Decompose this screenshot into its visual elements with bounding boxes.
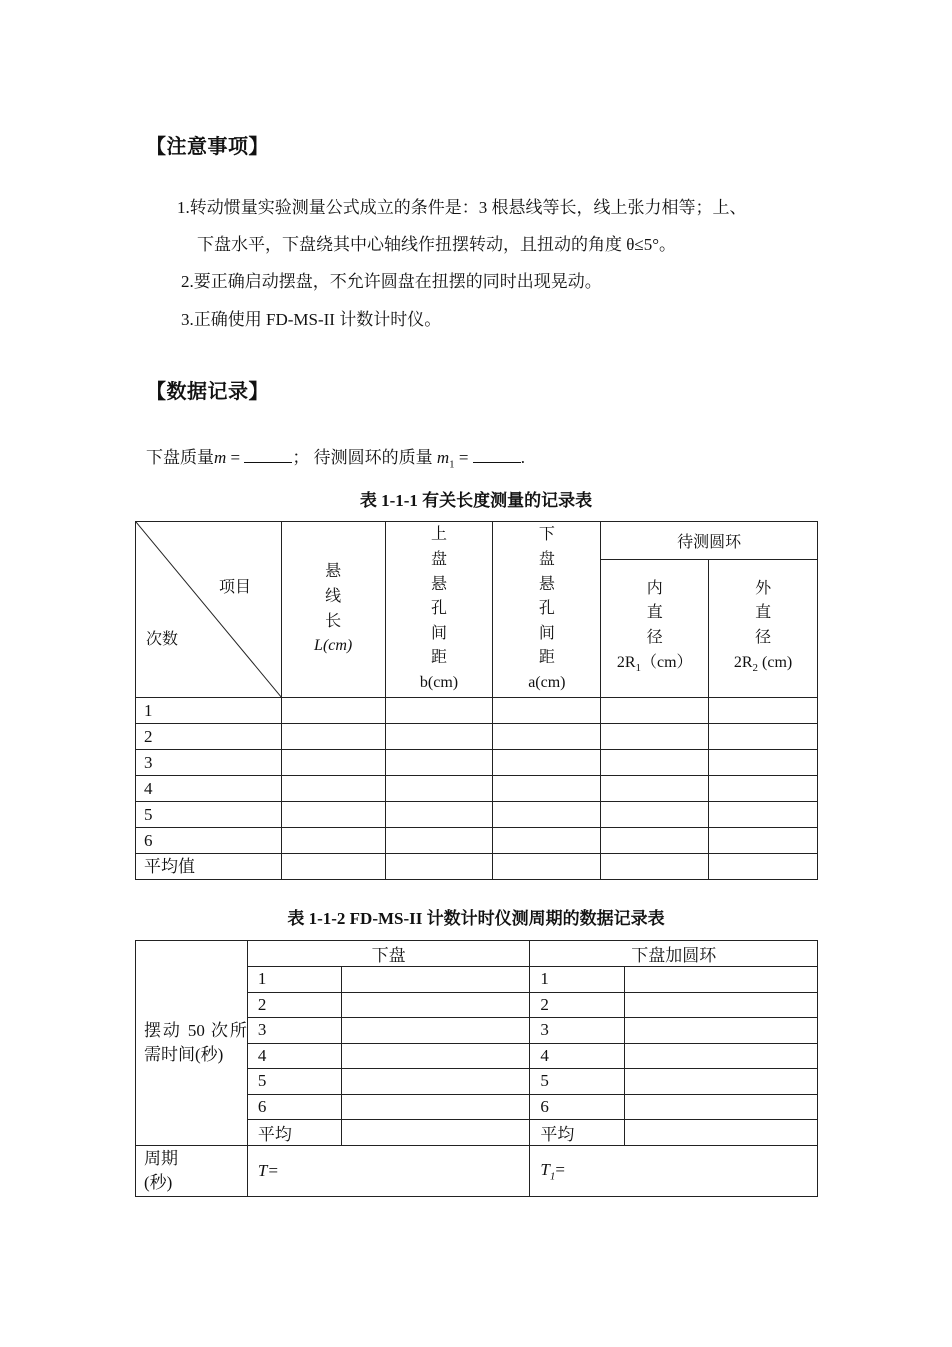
data-cell[interactable] xyxy=(625,1043,818,1069)
col-header-inner-diameter xyxy=(601,560,709,698)
row-label: 4 xyxy=(136,776,282,802)
corner-item-label: 项目 xyxy=(219,579,252,596)
note-item-1-line-1: 1.转动惯量实验测量公式成立的条件是：3 根悬线等长，线上张力相等；上、 xyxy=(177,198,747,217)
data-cell[interactable] xyxy=(709,698,818,724)
equals-sign-2: = xyxy=(454,448,473,467)
col-outer-char: 直 xyxy=(755,604,772,622)
data-cell[interactable] xyxy=(601,854,709,880)
period-T-label: T= xyxy=(257,1161,279,1180)
col-length-char: 线 xyxy=(325,587,342,605)
data-cell[interactable] xyxy=(709,828,818,854)
swing-time-label: 摆动 50 次所需时间(秒) xyxy=(136,941,248,1146)
row-label: 2 xyxy=(136,724,282,750)
note-item-1-line-2: 下盘水平，下盘绕其中心轴线作扭摆转动，且扭动的角度 θ≤5°。 xyxy=(197,235,677,254)
data-cell[interactable] xyxy=(709,750,818,776)
data-cell[interactable] xyxy=(385,750,493,776)
row-label: 1 xyxy=(247,967,341,993)
corner-count-label: 次数 xyxy=(146,631,179,648)
row-label: 5 xyxy=(530,1069,625,1095)
period-T1-equals: = xyxy=(555,1159,565,1179)
col-outer-char: 径 xyxy=(755,628,772,646)
table-row xyxy=(136,724,818,750)
data-cell[interactable] xyxy=(281,854,385,880)
table-row xyxy=(136,854,818,880)
row-label: 4 xyxy=(530,1043,625,1069)
row-label: 6 xyxy=(247,1094,341,1120)
col-upper-char: 孔 xyxy=(430,600,447,618)
data-cell[interactable] xyxy=(601,776,709,802)
data-cell[interactable] xyxy=(385,776,493,802)
table1-caption: 表 1-1-1 有关长度测量的记录表 xyxy=(359,491,593,510)
note-item-2: 2.要正确启动摆盘，不允许圆盘在扭摆的同时出现晃动。 xyxy=(181,272,602,291)
inner-unit-pre: 2R xyxy=(616,653,636,671)
row-label: 6 xyxy=(530,1094,625,1120)
row-label: 3 xyxy=(136,750,282,776)
data-cell[interactable] xyxy=(625,1069,818,1095)
period-label xyxy=(136,1146,248,1197)
data-cell[interactable] xyxy=(625,1094,818,1120)
table-row xyxy=(136,776,818,802)
row-label-average: 平均 xyxy=(247,1120,341,1146)
col-lower-char: 间 xyxy=(538,624,555,642)
data-cell[interactable] xyxy=(281,828,385,854)
col-outer-unit xyxy=(709,651,817,681)
data-cell[interactable] xyxy=(625,1018,818,1044)
col-lower-char: 距 xyxy=(538,649,555,667)
row-label: 1 xyxy=(530,967,625,993)
notes-heading: 【注意事项】 xyxy=(146,134,269,158)
col-header-upper-spacing xyxy=(385,522,493,698)
col-upper-char: 上 xyxy=(430,526,447,544)
data-cell[interactable] xyxy=(341,992,530,1018)
equals-sign: = xyxy=(226,448,245,467)
row-label: 2 xyxy=(530,992,625,1018)
col-length-unit: L(cm) xyxy=(314,637,353,655)
ring-mass-subscript: 1 xyxy=(449,458,455,471)
data-cell[interactable] xyxy=(493,724,601,750)
col-inner-char: 内 xyxy=(646,579,663,597)
data-cell[interactable] xyxy=(281,698,385,724)
data-cell[interactable] xyxy=(601,724,709,750)
outer-unit-post: (cm) xyxy=(758,653,793,671)
row-label: 3 xyxy=(530,1018,625,1044)
data-cell[interactable] xyxy=(341,1018,530,1044)
col-lower-char: 下 xyxy=(538,526,555,544)
col-upper-char: 距 xyxy=(430,649,447,667)
diagonal-line xyxy=(136,522,282,698)
col-upper-char: 间 xyxy=(430,624,447,642)
data-cell[interactable] xyxy=(385,854,493,880)
data-cell[interactable] xyxy=(281,802,385,828)
row-label: 5 xyxy=(136,802,282,828)
period-T1-symbol: T xyxy=(540,1159,550,1179)
period-T1-subscript: 1 xyxy=(549,1170,556,1183)
col-inner-char: 径 xyxy=(646,628,663,646)
data-cell[interactable] xyxy=(385,802,493,828)
mass-line xyxy=(146,448,525,474)
table-row xyxy=(136,750,818,776)
data-cell[interactable] xyxy=(493,750,601,776)
data-cell[interactable] xyxy=(385,724,493,750)
data-cell[interactable] xyxy=(493,828,601,854)
col-lower-char: 孔 xyxy=(538,600,555,618)
ring-mass-symbol: m xyxy=(436,448,450,467)
row-label: 6 xyxy=(136,828,282,854)
table-row xyxy=(136,698,818,724)
data-cell[interactable] xyxy=(341,967,530,993)
col-upper-char: 盘 xyxy=(430,551,447,569)
row-label-average: 平均 xyxy=(530,1120,625,1146)
line-end: . xyxy=(520,448,525,467)
row-label: 5 xyxy=(247,1069,341,1095)
data-cell[interactable] xyxy=(341,1069,530,1095)
period-measurement-table xyxy=(135,940,818,1197)
data-cell[interactable] xyxy=(625,992,818,1018)
col-upper-char: 悬 xyxy=(430,575,447,593)
table2-caption: 表 1-1-2 FD-MS-II 计数计时仪测周期的数据记录表 xyxy=(287,909,665,928)
data-cell[interactable] xyxy=(709,802,818,828)
inner-unit-sub: 1 xyxy=(635,661,641,674)
data-cell[interactable] xyxy=(601,750,709,776)
col-outer-char: 外 xyxy=(755,579,772,597)
lower-disc-mass-blank[interactable] xyxy=(244,448,292,463)
data-cell[interactable] xyxy=(625,967,818,993)
note-item-3: 3.正确使用 FD-MS-II 计数计时仪。 xyxy=(181,310,442,329)
data-cell[interactable] xyxy=(709,776,818,802)
outer-unit-sub: 2 xyxy=(752,661,759,674)
row-label-average: 平均值 xyxy=(136,854,282,880)
row-label: 4 xyxy=(247,1043,341,1069)
ring-mass-label: 待测圆环的质量 xyxy=(309,448,433,467)
data-cell[interactable] xyxy=(493,802,601,828)
period-T-cell[interactable] xyxy=(247,1146,530,1197)
data-cell[interactable] xyxy=(281,724,385,750)
data-cell[interactable] xyxy=(385,698,493,724)
col-lower-unit: a(cm) xyxy=(528,673,566,691)
data-heading: 【数据记录】 xyxy=(146,379,269,403)
data-cell[interactable] xyxy=(709,854,818,880)
col-inner-unit xyxy=(601,651,708,681)
length-measurement-table xyxy=(135,521,818,880)
col-header-lower-spacing xyxy=(493,522,601,698)
separator: ； xyxy=(292,448,310,467)
period-T1-cell[interactable] xyxy=(530,1146,818,1197)
table-row xyxy=(136,828,818,854)
ring-group-header: 待测圆环 xyxy=(601,522,818,560)
outer-unit-pre: 2R xyxy=(733,653,753,671)
mass-symbol: m xyxy=(214,448,227,467)
lower-disc-mass-label: 下盘质量 xyxy=(146,448,214,467)
col-length-char: 长 xyxy=(325,612,342,630)
row-label: 1 xyxy=(136,698,282,724)
data-cell[interactable] xyxy=(341,1043,530,1069)
group-header-lower-disc: 下盘 xyxy=(247,941,530,967)
data-cell[interactable] xyxy=(601,828,709,854)
col-header-outer-diameter xyxy=(709,560,818,698)
data-cell[interactable] xyxy=(493,698,601,724)
col-inner-char: 直 xyxy=(646,604,663,622)
data-cell[interactable] xyxy=(341,1120,530,1146)
period-label-text: 周期 xyxy=(144,1149,178,1168)
data-cell[interactable] xyxy=(601,698,709,724)
col-lower-char: 悬 xyxy=(538,575,555,593)
col-header-length xyxy=(281,522,385,698)
data-cell[interactable] xyxy=(493,854,601,880)
data-cell[interactable] xyxy=(493,776,601,802)
data-cell[interactable] xyxy=(341,1094,530,1120)
data-cell[interactable] xyxy=(281,750,385,776)
period-label-unit: (秒) xyxy=(144,1173,173,1192)
row-label: 2 xyxy=(247,992,341,1018)
group-header-disc-with-ring: 下盘加圆环 xyxy=(530,941,818,967)
inner-unit-post: （cm） xyxy=(641,653,693,671)
data-cell[interactable] xyxy=(709,724,818,750)
data-cell[interactable] xyxy=(601,802,709,828)
diagonal-header-cell xyxy=(136,522,282,698)
data-cell[interactable] xyxy=(281,776,385,802)
data-cell[interactable] xyxy=(625,1120,818,1146)
col-lower-char: 盘 xyxy=(538,551,555,569)
data-cell[interactable] xyxy=(385,828,493,854)
col-length-char: 悬 xyxy=(325,563,342,581)
table-row xyxy=(136,802,818,828)
ring-mass-blank[interactable] xyxy=(473,448,521,463)
col-upper-unit: b(cm) xyxy=(419,673,459,691)
row-label: 3 xyxy=(247,1018,341,1044)
